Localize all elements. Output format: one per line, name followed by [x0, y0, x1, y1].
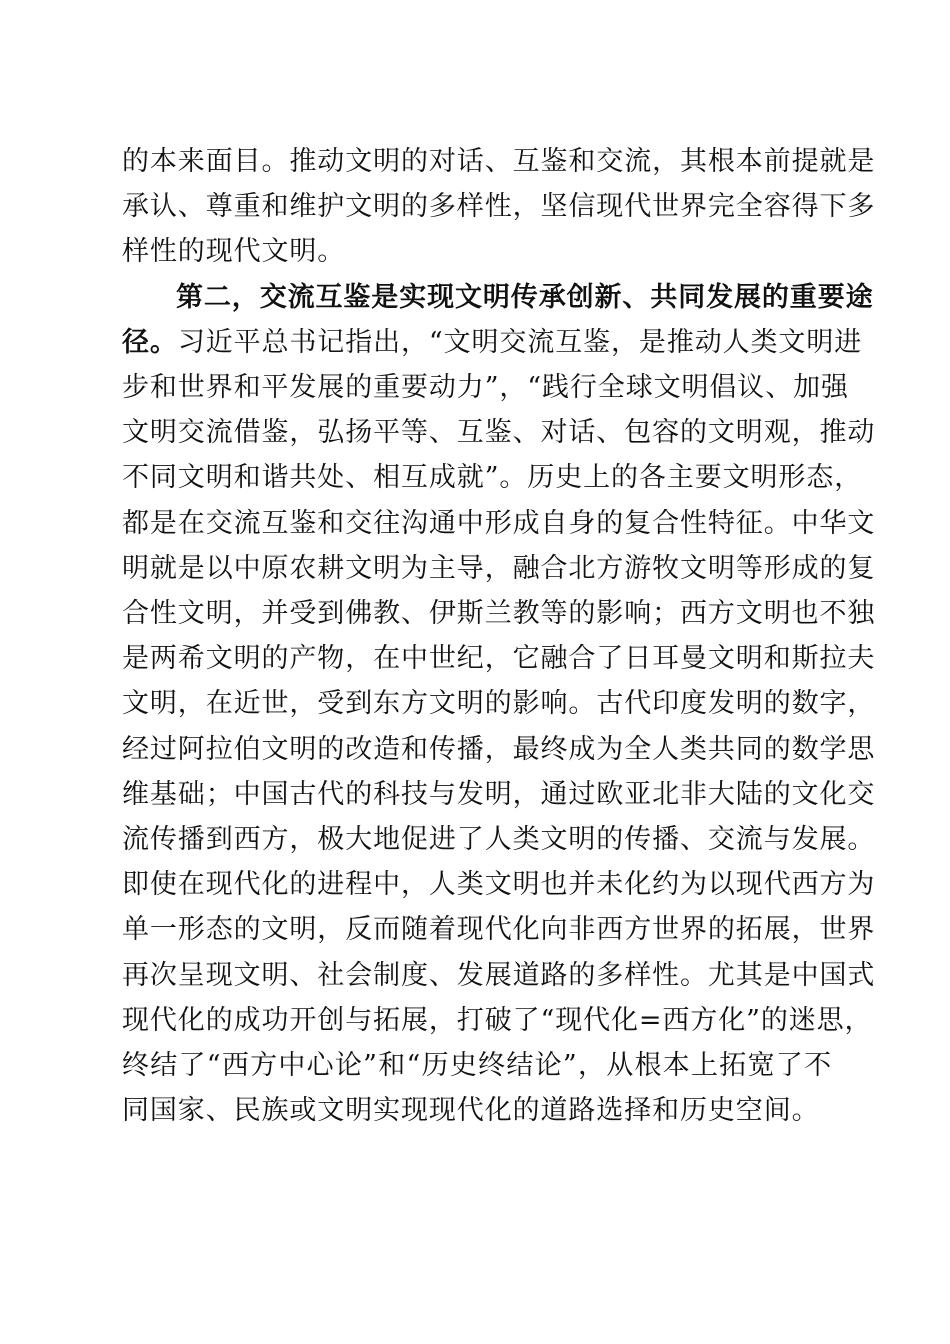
paragraph-2-line-16: 现代化的成功开创与拓展，打破了“现代化=西方化”的迷思，: [122, 1004, 873, 1036]
paragraph-2-line-17: 终结了“西方中心论”和“历史终结论”，从根本上拓宽了不: [122, 1050, 832, 1081]
paragraph-2-heading-end: 径。: [122, 326, 178, 358]
paragraph-2-line-14: 单一形态的文明，反而随着现代化向非西方世界的拓展，世界: [122, 914, 876, 946]
paragraph-2-line-1: [122, 317, 863, 369]
paragraph-2-heading: 第二，交流互鉴是实现文明传承创新、共同发展的重要途: [176, 281, 874, 313]
paragraph-2-line-18: 同国家、民族或文明实现现代化的道路选择和历史空间。: [122, 1095, 820, 1127]
paragraph-1-line-1: 的本来面目。推动文明的对话、互鉴和交流，其根本前提就是: [122, 146, 876, 177]
paragraph-2-line-2: 步和世界和平发展的重要动力”，“践行全球文明倡议、加强: [122, 372, 849, 403]
paragraph-2-line-15: 再次呈现文明、社会制度、发展道路的多样性。尤其是中国式: [122, 959, 876, 991]
paragraph-2-line-10: 经过阿拉伯文明的改造和传播，最终成为全人类共同的数学思: [122, 733, 876, 765]
paragraph-2-line-9: 文明，在近世，受到东方文明的影响。古代印度发明的数字，: [122, 688, 876, 720]
paragraph-2-line-4: 不同文明和谐共处、相互成就”。历史上的各主要文明形态，: [122, 462, 863, 494]
paragraph-2-line-3: 文明交流借鉴，弘扬平等、互鉴、对话、包容的文明观，推动: [122, 417, 876, 449]
paragraph-1-line-3: 样性的现代文明。: [122, 236, 346, 268]
paragraph-1-line-2: 承认、尊重和维护文明的多样性，坚信现代世界完全容得下多: [122, 191, 876, 223]
paragraph-2-line-12: 流传播到西方，极大地促进了人类文明的传播、交流与发展。: [122, 824, 876, 855]
paragraph-2-line-8: 是两希文明的产物，在中世纪，它融合了日耳曼文明和斯拉夫: [122, 643, 876, 675]
paragraph-2-line-11: 维基础；中国古代的科技与发明，通过欧亚北非大陆的文化交: [122, 778, 876, 810]
paragraph-2-line-1-text: 习近平总书记指出，“文明交流互鉴，是推动人类文明进: [177, 326, 863, 358]
paragraph-2-line-7: 合性文明，并受到佛教、伊斯兰教等的影响；西方文明也不独: [122, 598, 876, 629]
paragraph-2-line-13: 即使在现代化的进程中，人类文明也并未化约为以现代西方为: [122, 869, 876, 901]
paragraph-2-line-6: 明就是以中原农耕文明为主导，融合北方游牧文明等形成的复: [122, 552, 876, 584]
paragraph-2-line-5: 都是在交流互鉴和交往沟通中形成自身的复合性特征。中华文: [122, 507, 876, 539]
